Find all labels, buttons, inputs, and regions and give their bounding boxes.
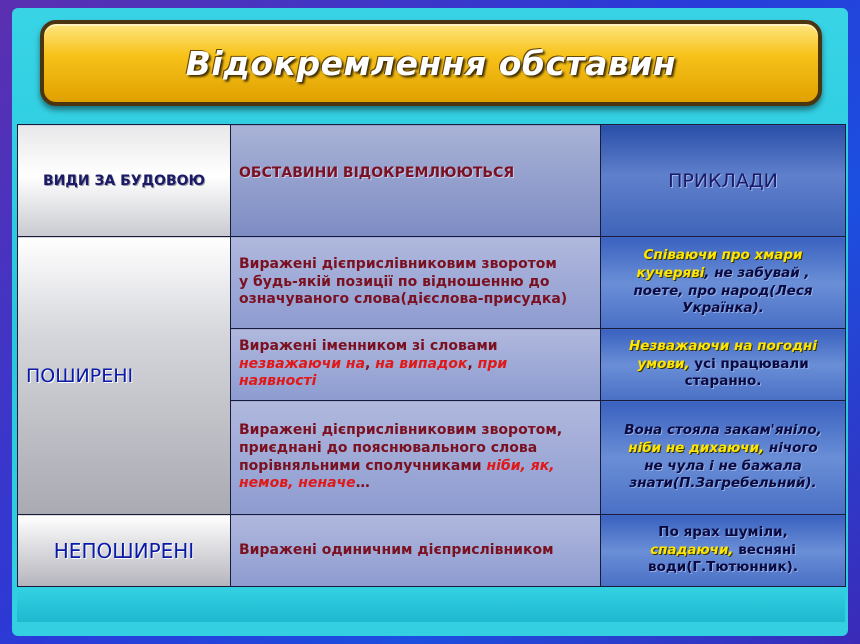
row1-desc-line: Виражені дієприслівниковим зворотом <box>239 255 557 272</box>
row3-desc-tail: … <box>355 475 370 492</box>
example-text: По ярах шуміли, <box>658 524 788 541</box>
example-highlight: умови, <box>637 355 690 372</box>
table-row <box>18 515 846 587</box>
type-nonwidespread: НЕПОШИРЕНІ <box>18 515 231 587</box>
example-text: не чула і не бажала <box>644 457 802 474</box>
row2-description <box>231 329 601 401</box>
title-banner <box>40 20 822 106</box>
example-text: усі працювали <box>689 355 809 372</box>
example-highlight: Незважаючи на погодні <box>629 338 817 355</box>
row3-desc-line: Виражені дієприслівниковим зворотом, <box>239 421 563 438</box>
adverbial-table <box>17 124 846 587</box>
row2-desc-text: Виражені іменником зі словами <box>239 337 498 354</box>
type-widespread: ПОШИРЕНІ <box>18 237 231 515</box>
row4-example <box>601 515 846 587</box>
row3-desc-line: порівняльними сполучниками <box>239 457 482 474</box>
example-text: нічого <box>764 439 818 456</box>
row3-desc-line: приєднані до пояснювального слова <box>239 439 538 456</box>
header-examples: ПРИКЛАДИ <box>601 125 846 237</box>
table-row <box>18 237 846 329</box>
row1-description <box>231 237 601 329</box>
example-highlight: кучеряві <box>636 264 705 281</box>
example-text: , не забувай , <box>704 264 810 281</box>
keyword-red: при <box>477 355 508 372</box>
row3-description <box>231 401 601 515</box>
keyword-red: наявності <box>239 373 317 390</box>
example-highlight: ніби не дихаючи, <box>628 439 765 456</box>
example-highlight: Співаючи про хмари <box>643 247 803 264</box>
example-text: весняні <box>733 541 796 558</box>
header-separated: ОБСТАВИНИ ВІДОКРЕМЛЮЮТЬСЯ <box>231 125 601 237</box>
example-highlight: спадаючи, <box>650 541 734 558</box>
example-text: старанно. <box>684 373 762 390</box>
header-types: ВИДИ ЗА БУДОВОЮ <box>18 125 231 237</box>
keyword-red: на випадок <box>375 355 468 372</box>
header-row <box>18 125 846 237</box>
slide-title: Відокремлення обставин <box>185 43 677 83</box>
row2-example <box>601 329 846 401</box>
row3-example <box>601 401 846 515</box>
row2-sep: , <box>365 355 376 372</box>
keyword-red: ніби, як, <box>481 457 555 474</box>
keyword-red: незважаючи на <box>239 355 366 372</box>
row1-desc-line: означуваного слова(дієслова-присудка) <box>239 291 568 308</box>
row1-example <box>601 237 846 329</box>
example-text: Українка). <box>682 300 764 317</box>
example-text: поете, про народ(Леся <box>633 282 813 299</box>
keyword-red: немов, неначе <box>239 475 356 492</box>
bottom-strip <box>17 592 845 622</box>
example-text: води(Г.Тютюнник). <box>648 559 798 576</box>
row2-sep: , <box>467 355 478 372</box>
example-text: знати(П.Загребельний). <box>629 475 817 492</box>
row4-description: Виражені одиничним дієприслівником <box>231 515 601 587</box>
row1-desc-line: у будь-якій позиції по відношенню до <box>239 273 550 290</box>
example-text: Вона стояла закам'яніло, <box>624 422 822 439</box>
